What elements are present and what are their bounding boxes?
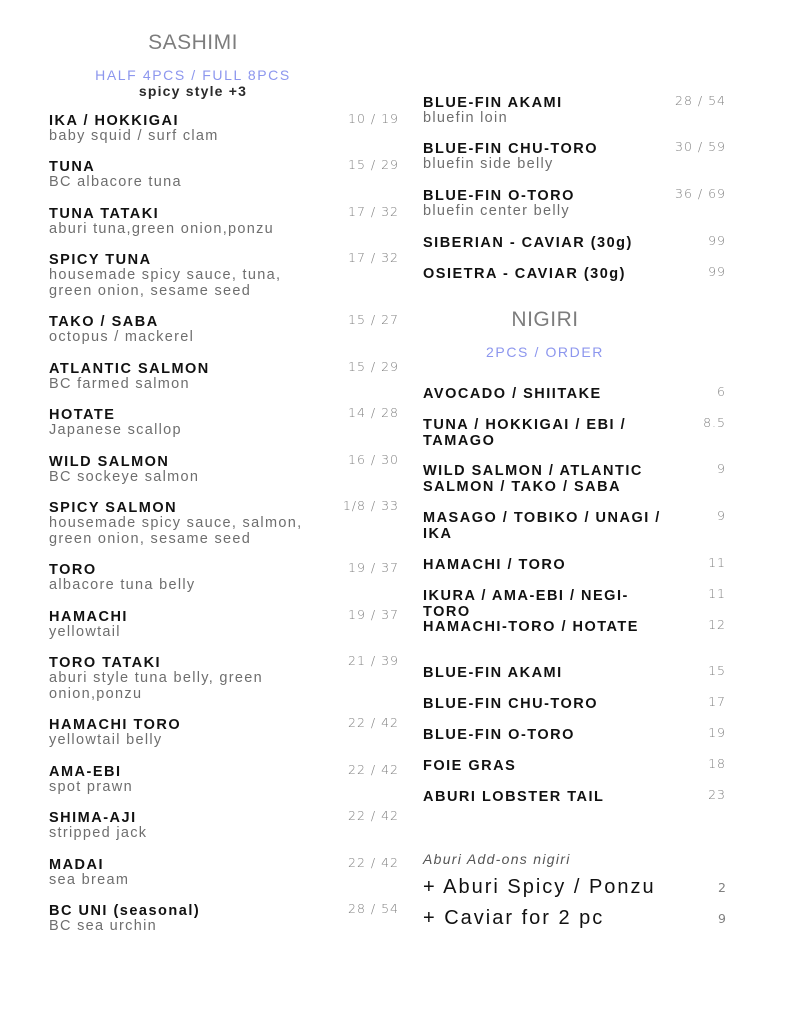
item-name: BLUE-FIN AKAMI xyxy=(423,95,563,111)
item-price: 21 / 39 xyxy=(348,653,399,668)
item-price: 15 xyxy=(708,663,726,678)
menu-item xyxy=(49,609,399,641)
item-name: TUNA TATAKI xyxy=(49,206,160,222)
item-description: albacore tuna belly xyxy=(49,577,196,593)
item-description: housemade spicy sauce, salmon, green onion, sesame seed xyxy=(49,515,303,547)
item-price: 1/8 / 33 xyxy=(342,498,399,513)
addon-name: + Caviar for 2 pc xyxy=(423,907,605,929)
addons-title: Aburi Add-ons nigiri xyxy=(423,851,571,867)
item-price: 6 xyxy=(717,384,726,399)
item-name: SHIMA-AJI xyxy=(49,810,137,826)
nigiri-title: NIGIRI xyxy=(511,308,579,331)
item-name: HAMACHI TORO xyxy=(49,717,182,733)
item-description: baby squid / surf clam xyxy=(49,128,219,144)
menu-item xyxy=(423,235,726,251)
item-name: ATLANTIC SALMON xyxy=(49,361,210,377)
item-price: 30 / 59 xyxy=(675,139,726,154)
item-price: 15 / 29 xyxy=(348,359,399,374)
menu-item xyxy=(49,407,399,439)
item-price: 18 xyxy=(708,756,726,771)
item-price: 22 / 42 xyxy=(348,762,399,777)
item-price: 8.5 xyxy=(703,415,726,430)
menu-item xyxy=(49,857,399,889)
item-description: housemade spicy sauce, tuna, green onion, sesame seed xyxy=(49,267,282,299)
menu-item xyxy=(423,588,726,620)
item-name: BLUE-FIN CHU-TORO xyxy=(423,696,599,712)
menu-item xyxy=(49,361,399,393)
item-name: TORO TATAKI xyxy=(49,655,162,671)
item-price: 9 xyxy=(717,461,726,476)
menu-item xyxy=(423,727,726,743)
addon-name: + Aburi Spicy / Ponzu xyxy=(423,876,656,898)
menu-item xyxy=(49,500,399,547)
item-description: BC sea urchin xyxy=(49,918,157,934)
item-name: BLUE-FIN O-TORO xyxy=(423,727,575,743)
menu-item xyxy=(423,188,726,220)
menu-item xyxy=(423,619,726,635)
menu-item xyxy=(423,696,726,712)
item-description: aburi style tuna belly, green onion,ponzu xyxy=(49,670,263,702)
item-price: 17 / 32 xyxy=(348,204,399,219)
item-name: TAKO / SABA xyxy=(49,314,159,330)
item-price: 9 xyxy=(717,508,726,523)
nigiri-portion-subtitle: 2PCS / ORDER xyxy=(486,344,604,360)
item-price: 17 xyxy=(708,694,726,709)
item-name: AVOCADO / SHIITAKE xyxy=(423,386,602,402)
item-name: FOIE GRAS xyxy=(423,758,517,774)
addon-price: 9 xyxy=(718,911,726,926)
item-name: TUNA xyxy=(49,159,96,175)
item-name: BC UNI (seasonal) xyxy=(49,903,201,919)
menu-item xyxy=(423,386,726,402)
item-name: MASAGO / TOBIKO / UNAGI / IKA xyxy=(423,510,661,542)
item-price: 28 / 54 xyxy=(675,93,726,108)
item-price: 16 / 30 xyxy=(348,452,399,467)
item-price: 99 xyxy=(708,264,726,279)
item-description: sea bream xyxy=(49,872,130,888)
item-name: HAMACHI xyxy=(49,609,128,625)
item-name: AMA-EBI xyxy=(49,764,122,780)
menu-item xyxy=(49,252,399,299)
menu-item xyxy=(49,655,399,702)
item-price: 19 / 37 xyxy=(348,560,399,575)
item-name: HAMACHI-TORO / HOTATE xyxy=(423,619,639,635)
item-description: bluefin center belly xyxy=(423,203,570,219)
item-description: BC albacore tuna xyxy=(49,174,182,190)
item-name: SIBERIAN - CAVIAR (30g) xyxy=(423,235,633,251)
item-price: 36 / 69 xyxy=(675,186,726,201)
menu-item xyxy=(423,95,726,127)
item-name: BLUE-FIN AKAMI xyxy=(423,665,563,681)
menu-item xyxy=(49,810,399,842)
item-name: HOTATE xyxy=(49,407,116,423)
item-price: 19 xyxy=(708,725,726,740)
item-price: 11 xyxy=(708,555,726,570)
menu-item xyxy=(423,557,726,573)
spicy-style-note: spicy style +3 xyxy=(138,83,248,99)
item-description: BC farmed salmon xyxy=(49,376,190,392)
menu-item xyxy=(49,454,399,486)
item-name: WILD SALMON xyxy=(49,454,170,470)
item-description: spot prawn xyxy=(49,779,133,795)
menu-item xyxy=(423,789,726,805)
item-name: HAMACHI / TORO xyxy=(423,557,567,573)
menu-item xyxy=(423,266,726,282)
addon-item xyxy=(423,876,726,899)
item-price: 22 / 42 xyxy=(348,855,399,870)
item-name: ABURI LOBSTER TAIL xyxy=(423,789,605,805)
sashimi-portion-subtitle: HALF 4PCS / FULL 8PCS xyxy=(95,67,291,83)
item-price: 15 / 29 xyxy=(348,157,399,172)
item-price: 12 xyxy=(708,617,726,632)
addon-item xyxy=(423,907,726,930)
item-price: 99 xyxy=(708,233,726,248)
item-description: yellowtail belly xyxy=(49,732,163,748)
item-price: 23 xyxy=(708,787,726,802)
item-price: 15 / 27 xyxy=(348,312,399,327)
menu-item xyxy=(49,159,399,191)
item-price: 11 xyxy=(708,586,726,601)
item-price: 22 / 42 xyxy=(348,808,399,823)
item-description: yellowtail xyxy=(49,624,121,640)
item-description: Japanese scallop xyxy=(49,422,182,438)
menu-item xyxy=(49,113,399,145)
item-name: SPICY SALMON xyxy=(49,500,178,516)
item-name: BLUE-FIN CHU-TORO xyxy=(423,141,599,157)
item-description: bluefin loin xyxy=(423,110,508,126)
menu-item xyxy=(49,562,399,594)
menu-item xyxy=(49,717,399,749)
menu-item xyxy=(49,206,399,238)
menu-item xyxy=(423,758,726,774)
item-price: 17 / 32 xyxy=(348,250,399,265)
item-price: 28 / 54 xyxy=(348,901,399,916)
menu-item xyxy=(423,665,726,681)
item-description: octopus / mackerel xyxy=(49,329,195,345)
sashimi-title: SASHIMI xyxy=(148,31,238,54)
menu-item xyxy=(49,903,399,935)
item-price: 14 / 28 xyxy=(348,405,399,420)
menu-item xyxy=(423,141,726,173)
item-description: bluefin side belly xyxy=(423,156,554,172)
item-description: aburi tuna,green onion,ponzu xyxy=(49,221,275,237)
item-price: 19 / 37 xyxy=(348,607,399,622)
item-description: BC sockeye salmon xyxy=(49,469,200,485)
item-price: 22 / 42 xyxy=(348,715,399,730)
item-name: TORO xyxy=(49,562,97,578)
item-description: stripped jack xyxy=(49,825,148,841)
menu-item xyxy=(423,417,726,449)
item-name: TUNA / HOKKIGAI / EBI / TAMAGO xyxy=(423,417,627,449)
menu-item xyxy=(423,510,726,542)
menu-item xyxy=(423,463,726,495)
item-name: IKURA / AMA-EBI / NEGI-TORO xyxy=(423,588,629,620)
item-name: BLUE-FIN O-TORO xyxy=(423,188,575,204)
addon-price: 2 xyxy=(718,880,726,895)
item-name: WILD SALMON / ATLANTIC SALMON / TAKO / SABA xyxy=(423,463,643,495)
item-name: IKA / HOKKIGAI xyxy=(49,113,180,129)
item-price: 10 / 19 xyxy=(348,111,399,126)
item-name: MADAI xyxy=(49,857,105,873)
menu-item xyxy=(49,764,399,796)
item-name: SPICY TUNA xyxy=(49,252,152,268)
item-name: OSIETRA - CAVIAR (30g) xyxy=(423,266,626,282)
menu-item xyxy=(49,314,399,346)
